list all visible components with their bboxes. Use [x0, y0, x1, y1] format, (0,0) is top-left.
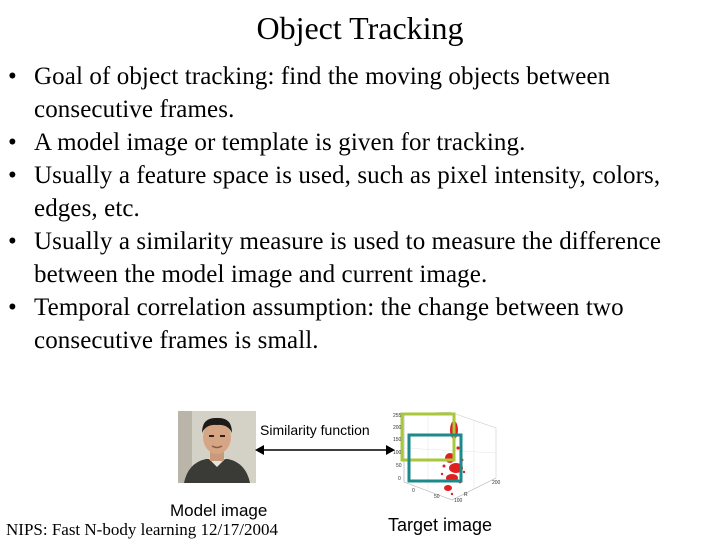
bullet-marker: •	[8, 162, 17, 189]
axis-label: R	[464, 492, 468, 498]
tick-label: 255	[393, 413, 402, 419]
double-arrow-icon	[255, 438, 395, 462]
bullet-marker: •	[8, 129, 17, 156]
tick-label: 50	[434, 494, 440, 500]
bullet-text: Usually a similarity measure is used to measure the difference between the model image and current image.	[34, 228, 662, 288]
bullet-text: Temporal correlation assumption: the change between two consecutive frames is small.	[34, 294, 624, 354]
rgb-scatter-plot	[392, 408, 510, 508]
bullet-marker: •	[8, 228, 17, 255]
tick-label: 100	[454, 498, 463, 504]
bullet-text: Usually a feature space is used, such as pixel intensity, colors, edges, etc.	[34, 162, 661, 222]
bullet-item	[8, 159, 708, 225]
bullet-item	[8, 126, 708, 159]
bullet-list	[8, 60, 708, 357]
person-portrait-icon	[178, 411, 256, 483]
tick-label: 50	[396, 463, 402, 469]
similarity-function-label: Similarity function	[260, 422, 370, 438]
bullet-text: A model image or template is given for tracking.	[34, 129, 526, 156]
bullet-marker: •	[8, 294, 17, 321]
tracking-figure	[0, 400, 720, 540]
tick-label: 150	[393, 437, 402, 443]
bullet-text: Goal of object tracking: find the moving objects between consecutive frames.	[34, 63, 611, 123]
tick-label: 100	[393, 450, 402, 456]
footer-text: NIPS: Fast N-body learning 12/17/2004	[6, 520, 278, 539]
model-image-photo	[178, 411, 256, 483]
tick-label: 200	[393, 425, 402, 431]
tick-label: 0	[412, 488, 415, 494]
bullet-item	[8, 60, 708, 126]
slide-title: Object Tracking	[256, 10, 464, 46]
target-image-caption: Target image	[388, 515, 493, 535]
tick-label: 200	[492, 480, 501, 486]
tick-label: 0	[398, 476, 401, 482]
bullet-marker: •	[8, 63, 17, 90]
bullet-item	[8, 225, 708, 291]
bullet-item	[8, 291, 708, 357]
model-image-caption: Model image	[170, 501, 268, 520]
